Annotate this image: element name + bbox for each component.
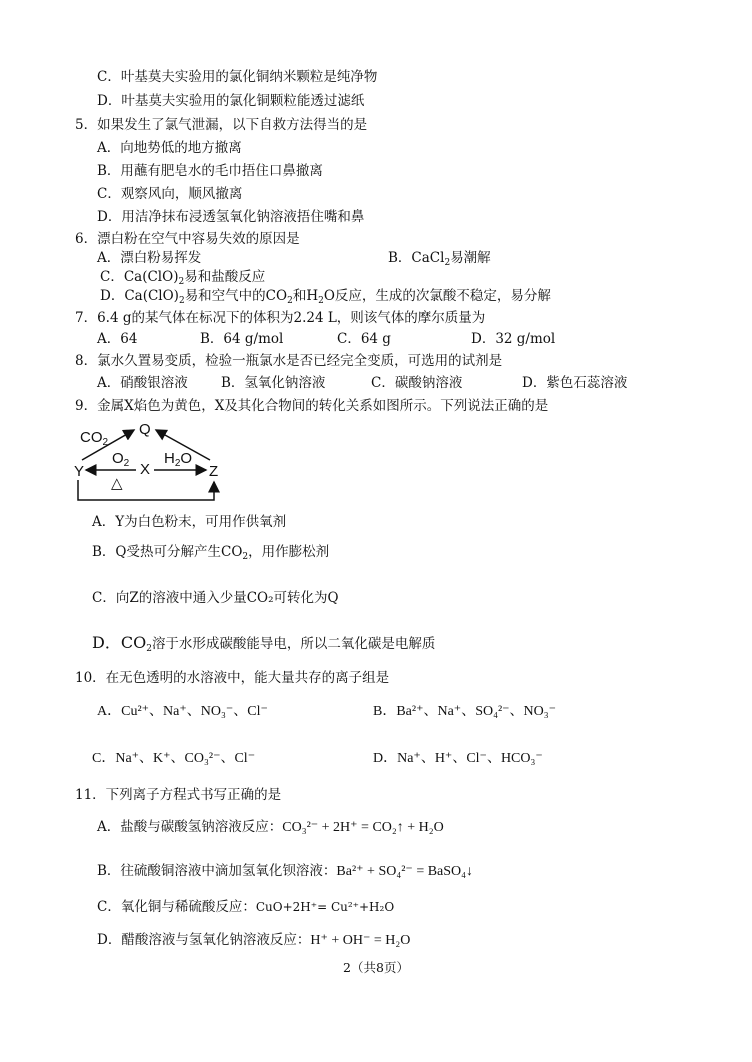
q8-option-c: C．碳酸钠溶液 (371, 375, 463, 391)
q10-option-d: D．Na⁺、H⁺、Cl⁻、HCO₃⁻ (373, 751, 543, 766)
q11-option-c: C．氧化铜与稀硫酸反应：CuO+2H⁺= Cu²⁺+H₂O (97, 899, 395, 915)
q5-option-b: B．用蘸有肥皂水的毛巾捂住口鼻撤离 (97, 163, 323, 179)
q7-option-a: A．64 (97, 331, 138, 347)
diagram-arrow-y-z (78, 480, 214, 500)
q6-option-c: C．$Ca(ClO)_2$易和盐酸反应 (100, 269, 266, 287)
q11-stem: 11．下列离子方程式书写正确的是 (75, 787, 282, 803)
q5-option-c: C．观察风向，顺风撤离 (97, 186, 243, 202)
diagram-node-z: Z (209, 463, 219, 480)
q9-stem: 9．金属X焰色为黄色，X及其化合物间的转化关系如图所示。下列说法正确的是 (75, 398, 549, 414)
diagram-node-x: X (140, 461, 151, 478)
q6-stem: 6．漂白粉在空气中容易失效的原因是 (75, 231, 300, 247)
diagram-label-co2: $CO_2$ (80, 429, 109, 448)
q6-option-d: D．$Ca(ClO)_2$易和空气中的$CO_2$和$H_2O$反应，生成的次氯酸不稳定，易分解 (100, 288, 551, 306)
q4-option-c: C．叶基莫夫实验用的氯化铜纳米颗粒是纯净物 (97, 69, 378, 85)
diagram-node-q: Q (139, 421, 151, 438)
q7-option-d: D．32 g/mol (471, 331, 556, 347)
q6-option-a: A．漂白粉易挥发 (97, 250, 202, 266)
diagram-label-h2o: $H_2O$ (164, 450, 193, 469)
q9-option-c: C．向Z的溶液中通入少量CO₂可转化为Q (92, 590, 339, 606)
q9-option-b: B．Q受热可分解产生$CO_2$，用作膨松剂 (92, 544, 330, 562)
q7-stem: 7．6.4 g的某气体在标况下的体积为2.24 L，则该气体的摩尔质量为 (75, 310, 486, 326)
q9-option-a: A．Y为白色粉末，可用作供氧剂 (92, 514, 287, 530)
q10-option-b: B．Ba²⁺、Na⁺、SO₄²⁻、NO₃⁻ (373, 704, 557, 719)
diagram-node-y: Y (74, 463, 85, 480)
q11-option-d: D．醋酸溶液与氢氧化钠溶液反应：H⁺ + OH⁻ = H₂O (97, 932, 411, 948)
page-footer: 2（共8页） (343, 960, 409, 975)
q4-option-d: D．叶基莫夫实验用的氯化铜颗粒能透过滤纸 (97, 93, 365, 109)
q5-option-d: D．用洁净抹布浸透氢氧化钠溶液捂住嘴和鼻 (97, 209, 365, 225)
q9-option-d: D．$CO_2$溶于水形成碳酸能导电，所以二氧化碳是电解质 (92, 633, 436, 654)
diagram-label-o2: $O_2$ (112, 450, 130, 469)
q11-option-b: B．往硫酸铜溶液中滴加氢氧化钡溶液：Ba²⁺ + SO₄²⁻ = BaSO₄↓ (97, 863, 474, 879)
q8-option-a: A．硝酸银溶液 (97, 375, 188, 391)
q7-option-c: C．64 g (337, 331, 391, 347)
diagram-label-heat: △ (111, 475, 123, 492)
q6-option-b: B．CaCl$_2$易潮解 (388, 250, 491, 268)
q9-transformation-diagram (72, 418, 232, 506)
q7-option-b: B．64 g/mol (200, 331, 284, 347)
q8-stem: 8．氯水久置易变质，检验一瓶氯水是否已经完全变质，可选用的试剂是 (75, 353, 503, 369)
q5-stem: 5．如果发生了氯气泄漏，以下自救方法得当的是 (75, 117, 368, 133)
q10-option-c: C．Na⁺、K⁺、CO₃²⁻、Cl⁻ (92, 751, 256, 766)
q5-option-a: A．向地势低的地方撤离 (97, 140, 242, 156)
q8-option-d: D．紫色石蕊溶液 (522, 375, 628, 391)
q10-stem: 10．在无色透明的水溶液中，能大量共存的离子组是 (75, 670, 390, 686)
q11-option-a: A．盐酸与碳酸氢钠溶液反应：CO₃²⁻ + 2H⁺ = CO₂↑ + H₂O (97, 819, 444, 835)
q10-option-a: A．Cu²⁺、Na⁺、NO₃⁻、Cl⁻ (97, 704, 268, 719)
q8-option-b: B．氢氧化钠溶液 (221, 375, 326, 391)
